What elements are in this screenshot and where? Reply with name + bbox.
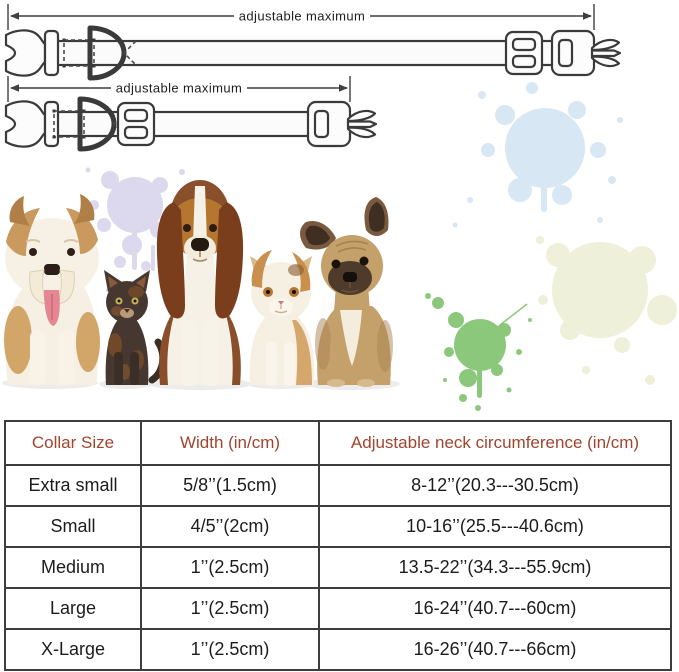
short-collar-diagram xyxy=(6,76,376,149)
size-table-header-row xyxy=(5,421,671,465)
side-release-buckle-female xyxy=(6,101,58,146)
cell-neck: 13.5-22’’(34.3---55.9cm) xyxy=(319,547,671,588)
collar-strap xyxy=(50,112,312,136)
table-row-large xyxy=(5,588,671,629)
table-row-x-large xyxy=(5,629,671,670)
cell-size: Small xyxy=(5,506,141,547)
green-splatter xyxy=(425,293,532,415)
cell-width: 1’’(2.5cm) xyxy=(141,629,319,670)
cell-width: 1’’(2.5cm) xyxy=(141,588,319,629)
cell-neck: 16-24’’(40.7---60cm) xyxy=(319,588,671,629)
cell-neck: 8-12’’(20.3---30.5cm) xyxy=(319,465,671,506)
size-table xyxy=(4,420,672,671)
french-bulldog xyxy=(300,197,393,387)
table-row-small xyxy=(5,506,671,547)
table-row-medium xyxy=(5,547,671,588)
table-row-extra-small xyxy=(5,465,671,506)
cream-splatter xyxy=(536,236,677,385)
cell-width: 4/5’’(2cm) xyxy=(141,506,319,547)
tri-glide-slider xyxy=(506,32,542,74)
cell-neck: 16-26’’(40.7---66cm) xyxy=(319,629,671,670)
dimension-arrow xyxy=(8,76,350,102)
short-collar-label: adjustable maximum xyxy=(115,80,243,96)
cell-size: Large xyxy=(5,588,141,629)
cell-size: Medium xyxy=(5,547,141,588)
header-width: Width (in/cm) xyxy=(141,421,319,465)
long-collar-diagram xyxy=(6,4,620,78)
cell-neck: 10-16’’(25.5---40.6cm) xyxy=(319,506,671,547)
side-release-buckle-male xyxy=(308,102,376,146)
long-collar-label: adjustable maximum xyxy=(238,8,366,24)
english-bulldog xyxy=(4,194,100,385)
cell-width: 5/8’’(1.5cm) xyxy=(141,465,319,506)
side-release-buckle-male xyxy=(552,31,620,75)
collar-diagrams xyxy=(0,0,679,160)
cell-size: Extra small xyxy=(5,465,141,506)
tortoiseshell-kitten xyxy=(104,270,163,385)
header-collar-size: Collar Size xyxy=(5,421,141,465)
cell-size: X-Large xyxy=(5,629,141,670)
tri-glide-slider xyxy=(118,103,154,145)
header-neck-circumference: Adjustable neck circumference (in/cm) xyxy=(319,421,671,465)
cell-width: 1’’(2.5cm) xyxy=(141,547,319,588)
basset-hound xyxy=(157,180,243,386)
exotic-shorthair-cat xyxy=(250,250,315,386)
side-release-buckle-female xyxy=(6,30,58,75)
